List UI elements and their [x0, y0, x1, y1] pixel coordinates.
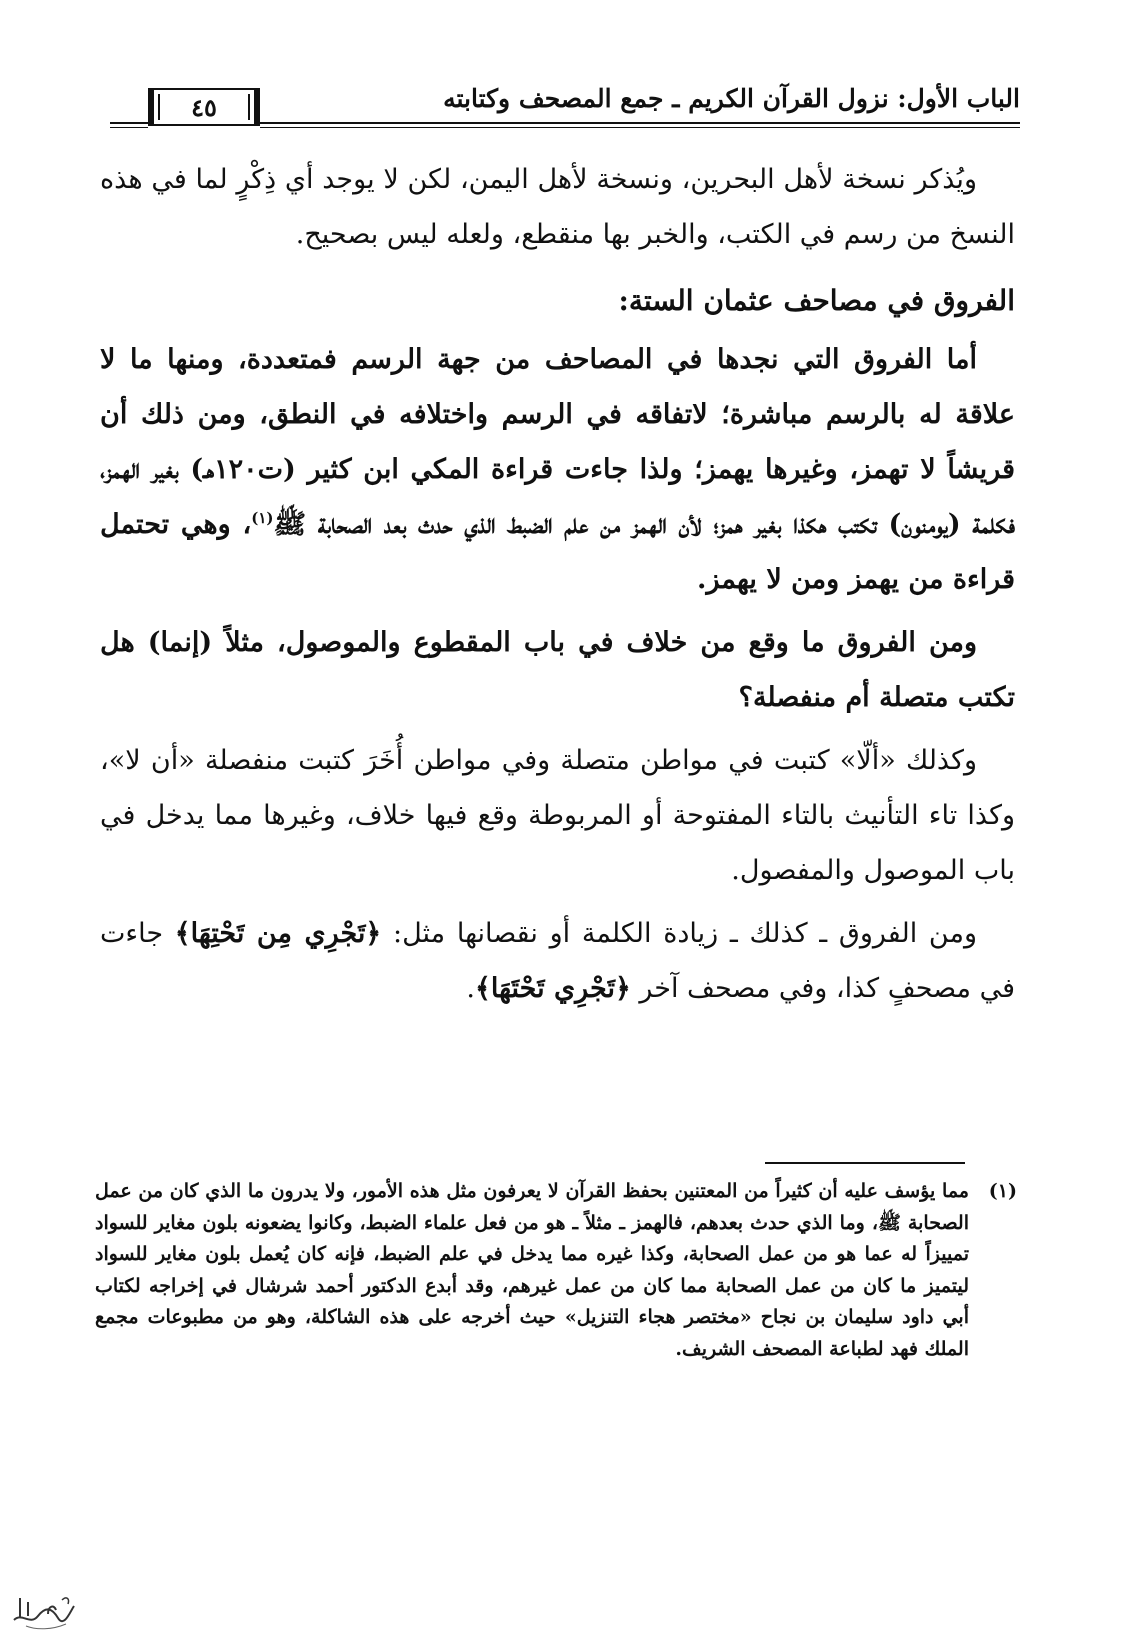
paragraph-1: ويُذكر نسخة لأهل البحرين، ونسخة لأهل اليمن، لكن لا يوجد أي ذِكْرٍ لما في هذه النسخ من رسم في الكتب، والخبر بها منقطع، ولعله ليس بصحيح. — [100, 164, 1015, 250]
paragraph-4: وكذلك «ألّا» كتبت في مواطن متصلة وفي مواطن أُخَرَ كتبت منفصلة «أن لا»، وكذا تاء التأنيث بالتاء المفتوحة أو المربوطة وقع فيها خلاف، وغيرها مما يدخل في باب الموصول والمفصول. — [100, 745, 1015, 886]
footnote-reference[interactable]: (١) — [251, 509, 274, 527]
quran-quote-2: ﴿تَجْرِي تَحْتَهَا﴾ — [475, 973, 631, 1004]
paragraph-2-tail: ، وهي تحتمل قراءة من يهمز ومن لا يهمز. — [100, 509, 1015, 595]
paragraph-3: ومن الفروق ما وقع من خلاف في باب المقطوع والموصول، مثلاً (إنما) هل تكتب متصلة أم منفصلة؟ — [100, 627, 1015, 713]
paragraph-5-b: جاءت في مصحفٍ كذا، وفي مصحف آخر — [100, 918, 1015, 1004]
header-rule-left-thin — [110, 127, 148, 128]
footnote — [95, 1176, 1017, 1365]
watermark-calligraphy-icon — [8, 1582, 78, 1632]
running-header — [110, 82, 1020, 130]
header-rule-left — [110, 122, 148, 124]
chapter-title: الباب الأول: نزول القرآن الكريم ـ جمع المصحف وكتابته — [443, 84, 1020, 113]
quran-quote-1: ﴿تَجْرِي مِن تَحْتِهَا﴾ — [174, 918, 382, 949]
footnote-text: مما يؤسف عليه أن كثيراً من المعتنين بحفظ القرآن لا يعرفون مثل هذه الأمور، ولا يدرون ما الذي كان من عمل الصحابة ﷺ، وما الذي حدث بعدهم، فالهمز ـ مثلاً ـ هو من فعل علماء الضبط، وكانوا يضعونه بلون مغاير للسواد تمييزاً له عما هو من عمل الصحابة، وكذا غيره مما يدخل في علم الضبط، فإنه كان يُعمل بلون مغاير للسواد ليتميز ما كان من عمل الصحابة مما كان من عمل غيرهم، وقد أبدع الدكتور أحمد شرشال في إخراجه لكتاب أبي داود سليمان بن نجاح «مختصر هجاء التنزيل» حيث أخرجه على هذه الشاكلة، وهو من مطبوعات مجمع الملك فهد لطباعة المصحف الشريف. — [95, 1180, 969, 1360]
header-rule — [260, 122, 1020, 124]
footnotes — [95, 1176, 1017, 1365]
paragraph-2 — [100, 332, 1015, 607]
paragraph-5 — [100, 906, 1015, 1016]
paragraph-5-a: ومن الفروق ـ كذلك ـ زيادة الكلمة أو نقصانها مثل: — [381, 918, 977, 949]
paragraph-5-c: . — [466, 973, 476, 1004]
footnote-number: (١) — [988, 1180, 1017, 1202]
page-number-text: ٤٥ — [191, 92, 217, 122]
watermark-logo — [8, 1582, 78, 1632]
main-text — [100, 152, 1015, 1016]
footnote-separator — [765, 1162, 965, 1164]
header-rule-thin — [260, 127, 1020, 128]
page-number — [148, 88, 260, 126]
paragraph-2-main: أما الفروق التي نجدها في المصاحف من جهة الرسم فمتعددة، ومنها ما لا علاقة له بالرسم مباشرة؛ لاتفاقه في الرسم واختلافه في النطق، ومن ذلك أن قريشاً لا تهمز، وغيرها يهمز؛ ولذا جاءت قراءة المكي ابن كثير (ت١٢٠هـ) بغير الهمز، فكلمة (يومنون) تكتب هكذا بغير همز؛ لأن الهمز من علم الضبط الذي حدث بعد الصحابة ﷺ — [100, 344, 1015, 540]
section-heading: الفروق في مصاحف عثمان الستة: — [618, 284, 1015, 317]
